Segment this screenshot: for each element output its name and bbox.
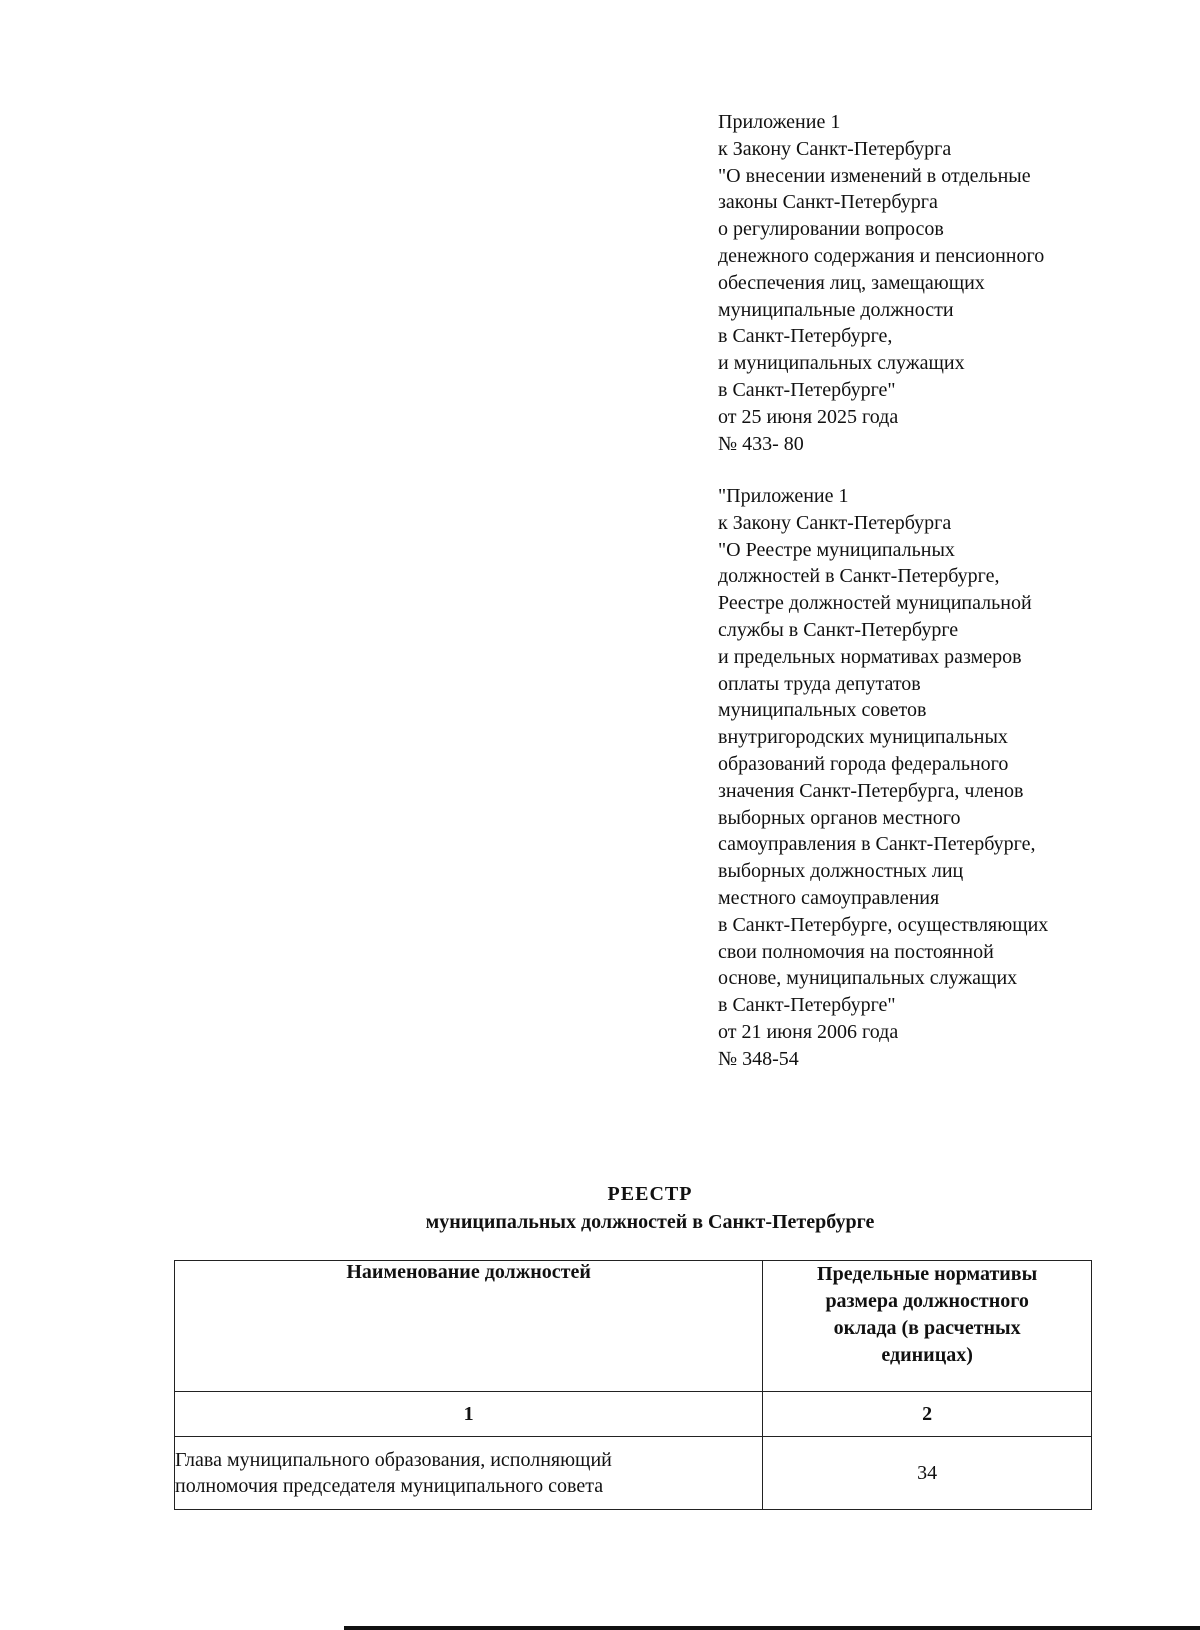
annex-1-line: денежного содержания и пенсионного [718, 244, 1045, 267]
annex-2-line: выборных органов местного [718, 806, 961, 829]
registry-heading [0, 1180, 1200, 1236]
annex-amending-law-header [718, 109, 1044, 457]
annex-2-line: и предельных нормативах размеров [718, 645, 1022, 668]
column-header-line: единицах) [881, 1344, 973, 1366]
annex-1-line: "О внесении изменений в отдельные [718, 164, 1031, 187]
annex-2-line: самоуправления в Санкт-Петербурге, [718, 833, 1036, 856]
annex-1-line: и муниципальных служащих [718, 352, 965, 375]
annex-2-line: выборных должностных лиц [718, 860, 964, 883]
column-header-line: размера должностного [825, 1290, 1029, 1312]
column-header-line: оклада (в расчетных [833, 1317, 1021, 1339]
annex-2-line: внутригородских муниципальных [718, 726, 1008, 749]
registry-table [174, 1260, 1092, 1510]
column-header-salary-norms [763, 1261, 1092, 1392]
annex-2-line: оплаты труда депутатов [718, 672, 921, 695]
annex-2-line: к Закону Санкт-Петербурга [718, 511, 952, 534]
salary-norm-cell: 34 [763, 1437, 1092, 1510]
annex-1-line: обеспечения лиц, замещающих [718, 271, 985, 294]
annex-2-line: Реестре должностей муниципальной [718, 592, 1032, 615]
position-name-line: полномочия председателя муниципального совета [175, 1475, 604, 1497]
annex-2-line: свои полномочия на постоянной [718, 940, 994, 963]
column-number: 1 [175, 1392, 763, 1437]
annex-2-line: образований города федерального [718, 752, 1009, 775]
annex-1-number: № 433- 80 [718, 432, 804, 455]
annex-1-line: в Санкт-Петербурге" [718, 378, 896, 401]
annex-2-date: от 21 июня 2006 года [718, 1020, 899, 1043]
position-name-cell [175, 1437, 763, 1510]
annex-1-line: муниципальные должности [718, 298, 954, 321]
column-number: 2 [763, 1392, 1092, 1437]
annex-2-line: основе, муниципальных служащих [718, 967, 1018, 990]
annex-2-line: службы в Санкт-Петербурге [718, 618, 959, 641]
annex-2-number: № 348-54 [718, 1047, 799, 1070]
annex-2-line: значения Санкт-Петербурга, членов [718, 779, 1024, 802]
annex-2-line: "Приложение 1 [718, 485, 849, 507]
annex-2-line: местного самоуправления [718, 886, 940, 909]
annex-1-date: от 25 июня 2025 года [718, 405, 899, 428]
annex-2-line: муниципальных советов [718, 699, 927, 722]
registry-subtitle: муниципальных должностей в Санкт-Петербурге [425, 1211, 875, 1233]
annex-original-law-header [718, 483, 1048, 1073]
annex-2-line: должностей в Санкт-Петербурге, [718, 565, 1000, 588]
annex-2-line: в Санкт-Петербурге, осуществляющих [718, 913, 1049, 936]
annex-1-line: в Санкт-Петербурге, [718, 325, 893, 348]
annex-2-line: "О Реестре муниципальных [718, 538, 955, 561]
annex-1-line: Приложение 1 [718, 111, 841, 133]
annex-1-line: о регулировании вопросов [718, 218, 944, 241]
position-name-line: Глава муниципального образования, исполняющий [175, 1449, 612, 1471]
column-header-line: Предельные нормативы [817, 1263, 1038, 1285]
annex-1-line: к Закону Санкт-Петербурга [718, 137, 952, 160]
registry-title: РЕЕСТР [607, 1183, 693, 1205]
column-number-row [175, 1392, 1092, 1437]
annex-2-line: в Санкт-Петербурге" [718, 994, 896, 1017]
table-header-row [175, 1261, 1092, 1392]
table-row [175, 1437, 1092, 1510]
scan-edge-line [344, 1626, 1200, 1630]
column-header-position-name: Наименование должностей [175, 1261, 763, 1392]
annex-1-line: законы Санкт-Петербурга [718, 191, 938, 214]
